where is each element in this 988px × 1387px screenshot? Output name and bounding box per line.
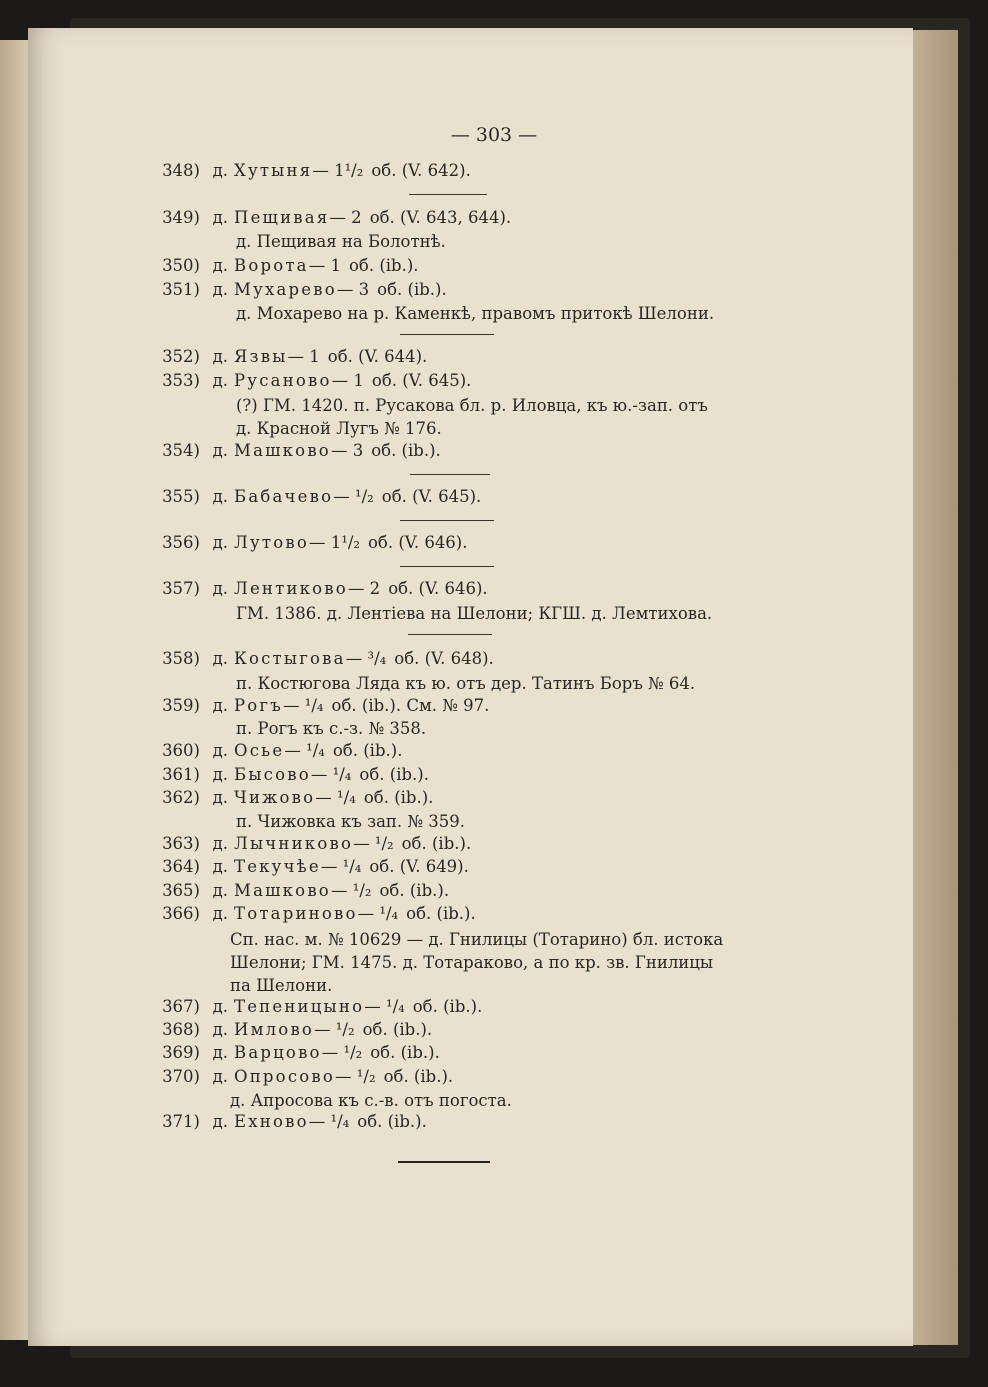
- entry-reference: об. (V. 646).: [368, 533, 468, 552]
- entry-line: [146, 880, 449, 902]
- entry-quantity: — ¹/₄: [282, 696, 324, 715]
- entry-quantity: — ¹/₄: [320, 857, 362, 876]
- entry-number: 351): [162, 280, 200, 299]
- entry-quantity: — ¹/₄: [284, 741, 325, 760]
- entry-reference: об. (ib.).: [383, 1067, 454, 1086]
- entry-line: [146, 740, 402, 762]
- entry-type: д.: [212, 997, 228, 1016]
- entry-reference: об. (V. 648).: [394, 649, 494, 668]
- separator-rule: [400, 566, 494, 567]
- entry-number: 368): [162, 1020, 200, 1039]
- entry-quantity: — ¹/₂: [314, 1020, 355, 1039]
- entry-quantity: — 1: [308, 256, 341, 275]
- entry-quantity: — 2: [329, 208, 362, 227]
- entry-quantity: — 1: [287, 347, 320, 366]
- note-text: Сп. нас. м. № 10629 — д. Гнилицы (Тотарино) бл. истока: [230, 930, 724, 949]
- entry-place: Лентиково: [234, 579, 348, 598]
- entry-reference: об. (V. 649).: [369, 857, 469, 876]
- entry-type: д.: [212, 696, 228, 715]
- entry-reference: об. (ib.).: [379, 881, 450, 900]
- entry-quantity: — ¹/₄: [364, 997, 405, 1016]
- note-text: п. Костюгова Ляда къ ю. отъ дер. Татинъ Боръ № 64.: [236, 674, 696, 693]
- entry-reference: об. (ib.).: [370, 1043, 440, 1062]
- entry-reference: об. (ib.).: [359, 765, 429, 784]
- entry-place: Варцово: [234, 1043, 322, 1062]
- entry-quantity: — 2: [347, 579, 381, 598]
- entry-number: 353): [162, 371, 200, 390]
- entry-quantity: — ¹/₄: [315, 788, 356, 807]
- entry-reference: об. (ib.).: [406, 904, 476, 923]
- entry-type: д.: [212, 579, 228, 598]
- entry-note: [230, 952, 713, 974]
- entry-quantity: — ¹/₂: [335, 1067, 376, 1086]
- entry-type: д.: [212, 881, 228, 900]
- entry-type: д.: [212, 280, 228, 299]
- separator-rule: [408, 634, 492, 635]
- entry-line: [146, 1019, 432, 1041]
- entry-place: Бысово: [234, 765, 311, 784]
- entry-type: д.: [212, 741, 228, 760]
- entry-number: 360): [162, 741, 200, 760]
- entry-type: д.: [212, 1043, 228, 1062]
- entry-number: 354): [162, 441, 200, 460]
- entry-type: д.: [212, 533, 228, 552]
- entry-note: [230, 1090, 512, 1112]
- entry-type: д.: [212, 904, 228, 923]
- entry-note: [236, 718, 426, 740]
- entry-note: [236, 395, 708, 417]
- entry-line: [146, 440, 441, 462]
- entry-line: [146, 279, 447, 301]
- entry-number: 363): [162, 834, 200, 853]
- entry-note: [236, 303, 714, 325]
- entry-number: 370): [162, 1067, 200, 1086]
- entry-quantity: — ¹/₂: [330, 881, 372, 900]
- entry-number: 371): [162, 1112, 200, 1131]
- entry-line: [146, 578, 488, 600]
- entry-number: 362): [162, 788, 200, 807]
- entry-line: [146, 787, 433, 809]
- entry-place: Имлово: [234, 1020, 315, 1039]
- entry-type: д.: [212, 1112, 228, 1131]
- entry-line: [146, 996, 482, 1018]
- note-text: д. Мохарево на р. Каменкѣ, правомъ притокѣ Шелони.: [236, 304, 715, 323]
- separator-rule: [409, 194, 487, 195]
- entry-type: д.: [212, 487, 228, 506]
- entry-line: [146, 1111, 427, 1133]
- entry-type: д.: [212, 834, 228, 853]
- note-text: па Шелони.: [230, 976, 333, 995]
- entry-type: д.: [212, 441, 228, 460]
- entry-line: [146, 346, 427, 368]
- entry-place: Рогъ: [234, 696, 283, 715]
- entry-line: [146, 903, 476, 925]
- separator-rule: [400, 334, 494, 335]
- note-text: д. Красной Лугъ № 176.: [236, 419, 442, 438]
- entry-reference: об. (V. 642).: [371, 161, 471, 180]
- entry-quantity: — 1: [331, 371, 364, 390]
- entry-type: д.: [212, 208, 228, 227]
- entry-note: [236, 418, 442, 440]
- entry-reference: об. (ib.). См. № 97.: [331, 696, 490, 715]
- entry-place: Тотариново: [234, 904, 358, 923]
- entry-note: [236, 673, 695, 695]
- entry-place: Машково: [234, 441, 331, 460]
- entry-place: Бабачево: [234, 487, 334, 506]
- entry-line: [146, 856, 469, 878]
- entry-number: 359): [162, 696, 200, 715]
- entry-type: д.: [212, 347, 228, 366]
- note-text: д. Пещивая на Болотнѣ.: [236, 232, 446, 251]
- separator-rule: [410, 474, 490, 475]
- entry-type: д.: [212, 765, 228, 784]
- entry-note: [236, 811, 465, 833]
- entry-quantity: — ¹/₂: [321, 1043, 363, 1062]
- entry-reference: об. (ib.).: [363, 788, 434, 807]
- entry-type: д.: [212, 371, 228, 390]
- note-text: Шелони; ГМ. 1475. д. Тотараково, а по кр. зв. Гнилицы: [230, 953, 714, 972]
- entry-place: Лычниково: [234, 834, 354, 853]
- entry-line: [146, 1042, 440, 1064]
- entry-number: 364): [162, 857, 200, 876]
- entry-place: Тепеницыно: [234, 997, 365, 1016]
- entry-line: [146, 1066, 453, 1088]
- entry-reference: об. (V. 646).: [388, 579, 488, 598]
- entry-line: [146, 833, 471, 855]
- entry-type: д.: [212, 1020, 228, 1039]
- entry-reference: об. (V. 645).: [381, 487, 482, 506]
- entry-number: 352): [162, 347, 200, 366]
- entry-number: 348): [162, 161, 200, 180]
- entry-place: Машково: [234, 881, 331, 900]
- entry-type: д.: [212, 256, 228, 275]
- entry-quantity: — 3: [330, 441, 364, 460]
- entry-number: 355): [162, 487, 200, 506]
- entry-line: [146, 648, 494, 670]
- end-rule: [398, 1161, 490, 1163]
- entry-number: 365): [162, 881, 200, 900]
- entry-quantity: — 1¹/₂: [312, 161, 364, 180]
- entry-type: д.: [212, 788, 228, 807]
- separator-rule: [400, 520, 494, 521]
- entry-number: 361): [162, 765, 200, 784]
- entry-number: 366): [162, 904, 200, 923]
- entry-place: Костыгова: [234, 649, 346, 668]
- entry-reference: об. (ib.).: [348, 256, 419, 275]
- entry-place: Пещивая: [234, 208, 330, 227]
- entry-reference: об. (ib.).: [371, 441, 441, 460]
- entry-place: Русаново: [234, 371, 332, 390]
- entry-reference: об. (ib.).: [377, 280, 447, 299]
- entry-reference: об. (V. 644).: [327, 347, 428, 366]
- entry-quantity: — ³/₄: [345, 649, 387, 668]
- note-text: п. Чижовка къ зап. № 359.: [236, 812, 466, 831]
- entry-type: д.: [212, 857, 228, 876]
- entry-line: [146, 764, 429, 786]
- note-text: п. Рогъ къ с.-з. № 358.: [236, 719, 427, 738]
- entry-number: 358): [162, 649, 200, 668]
- entry-note: [236, 603, 712, 625]
- entry-quantity: — ¹/₄: [357, 904, 399, 923]
- entry-line: [146, 532, 468, 554]
- entry-number: 350): [162, 256, 200, 275]
- entry-quantity: — 3: [336, 280, 370, 299]
- note-text: д. Апросова къ с.-в. отъ погоста.: [230, 1091, 512, 1110]
- entry-type: д.: [212, 649, 228, 668]
- entry-reference: об. (ib.).: [357, 1112, 427, 1131]
- entry-place: Ворота: [234, 256, 309, 275]
- entry-number: 356): [162, 533, 200, 552]
- note-text: (?) ГМ. 1420. п. Русакова бл. р. Иловца, къ ю.-зап. отъ: [236, 396, 708, 415]
- entry-quantity: — 1¹/₂: [308, 533, 360, 552]
- entry-place: Ехново: [234, 1112, 309, 1131]
- entry-number: 369): [162, 1043, 200, 1062]
- entry-reference: об. (ib.).: [401, 834, 472, 853]
- entry-type: д.: [212, 161, 228, 180]
- entry-note: [230, 929, 723, 951]
- entry-place: Чижово: [234, 788, 316, 807]
- entry-place: Мухарево: [234, 280, 337, 299]
- entry-reference: об. (V. 645).: [371, 371, 472, 390]
- entry-number: 357): [162, 579, 200, 598]
- entry-line: [146, 370, 471, 392]
- entry-quantity: — ¹/₂: [353, 834, 394, 853]
- entry-note: [236, 231, 446, 253]
- page-number: — 303 —: [450, 124, 538, 146]
- entry-place: Лутово: [234, 533, 309, 552]
- entry-line: [146, 486, 481, 508]
- entry-note: [230, 975, 332, 997]
- entry-place: Язвы: [234, 347, 288, 366]
- entry-quantity: — ¹/₂: [333, 487, 374, 506]
- entry-place: Осье: [234, 741, 285, 760]
- entry-number: 367): [162, 997, 200, 1016]
- entry-reference: об. (ib.).: [332, 741, 403, 760]
- entry-line: [146, 160, 471, 182]
- entry-place: Текучѣе: [234, 857, 321, 876]
- entry-reference: об. (ib.).: [412, 997, 483, 1016]
- entry-quantity: — ¹/₄: [310, 765, 352, 784]
- entry-quantity: — ¹/₄: [308, 1112, 350, 1131]
- entry-line: [146, 695, 489, 717]
- entry-number: 349): [162, 208, 200, 227]
- note-text: ГМ. 1386. д. Лентіева на Шелони; КГШ. д. Лемтихова.: [236, 604, 713, 623]
- entry-line: [146, 255, 419, 277]
- entry-place: Опросово: [234, 1067, 336, 1086]
- entry-line: [146, 207, 511, 229]
- entry-type: д.: [212, 1067, 228, 1086]
- entry-place: Хутыня: [234, 161, 313, 180]
- entry-reference: об. (V. 643, 644).: [369, 208, 512, 227]
- entry-reference: об. (ib.).: [362, 1020, 433, 1039]
